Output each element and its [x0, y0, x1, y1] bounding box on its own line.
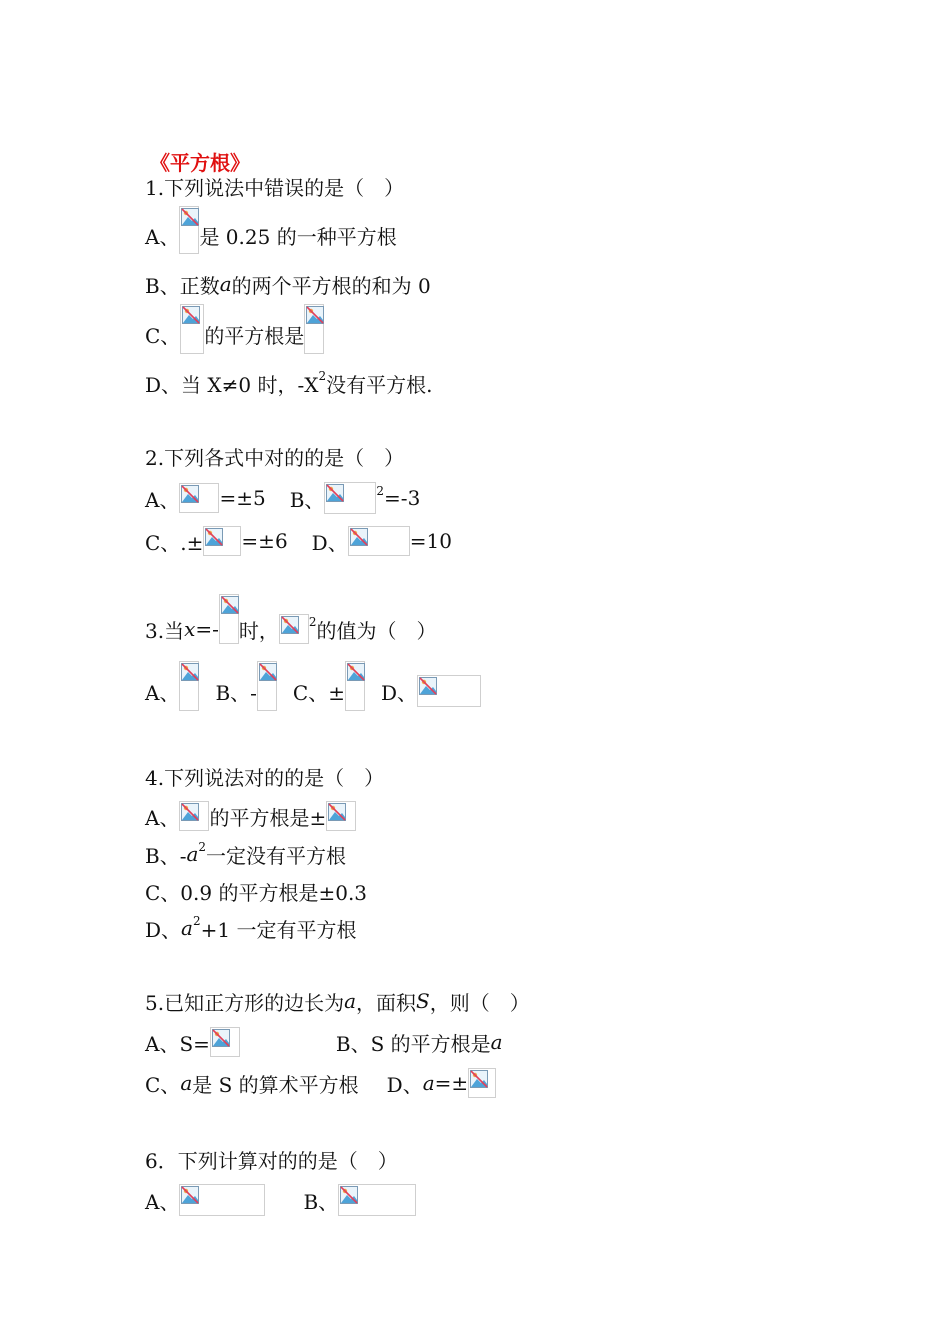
question-3-options: A、 B、- C、± D、 [145, 675, 481, 707]
question-4-option-c: C、0.9 的平方根是±0.3 [145, 880, 368, 905]
question-3-stem: 3.当 x =- 时， 2 的值为（ ） [145, 613, 437, 645]
question-1-option-c: C、 的平方根是 [145, 318, 324, 350]
question-4-option-a: A、 的平方根是± [145, 800, 356, 832]
question-4-option-d: D、 a 2 +1 一定有平方根 [145, 914, 357, 942]
question-2-options-cd: C、.± =±6 D、 =10 [145, 525, 452, 557]
image-placeholder-icon [304, 304, 324, 354]
question-1-option-a: A、 是 0.25 的一种平方根 [145, 219, 397, 251]
question-2-options-ab: A、 =±5 B、 2 =-3 [145, 482, 420, 514]
question-4-stem: 4.下列说法对的的是（ ） [145, 765, 385, 790]
image-placeholder-icon [179, 206, 199, 254]
question-4-option-b: B、- a 2 一定没有平方根 [145, 840, 347, 868]
image-placeholder-icon [345, 661, 365, 711]
image-placeholder-icon [210, 1027, 240, 1057]
question-5-options-cd: C、 a 是 S 的算术平方根 D、 a =± [145, 1067, 496, 1099]
question-6-options: A、 B、 [145, 1184, 416, 1216]
image-placeholder-icon [203, 526, 241, 556]
image-placeholder-icon [326, 801, 356, 831]
question-1-stem: 1.下列说法中错误的是（ ） [145, 175, 405, 200]
image-placeholder-icon [348, 526, 410, 556]
question-5-stem: 5.已知正方形的边长为 a ，面积 S ，则（ ） [145, 989, 530, 1015]
image-placeholder-icon [468, 1068, 496, 1098]
image-placeholder-icon [279, 614, 309, 644]
image-placeholder-icon [179, 1184, 265, 1216]
question-1-option-b: B、正数 a 的两个平方根的和为 0 [145, 272, 431, 298]
image-placeholder-icon [179, 801, 209, 831]
image-placeholder-icon [180, 304, 204, 354]
image-placeholder-icon [257, 661, 277, 711]
document-title: 《平方根》 [150, 151, 250, 175]
image-placeholder-icon [324, 482, 376, 514]
image-placeholder-icon [417, 675, 481, 707]
image-placeholder-icon [219, 594, 239, 644]
question-2-stem: 2.下列各式中对的的是（ ） [145, 445, 405, 470]
question-1-option-d: D、当 X≠0 时，-X 2 没有平方根. [145, 369, 433, 397]
question-5-options-ab: A、S= B、S 的平方根是 a [145, 1026, 503, 1058]
image-placeholder-icon [179, 483, 219, 513]
image-placeholder-icon [338, 1184, 416, 1216]
question-6-stem: 6．下列计算对的的是（ ） [145, 1148, 398, 1173]
image-placeholder-icon [179, 661, 199, 711]
